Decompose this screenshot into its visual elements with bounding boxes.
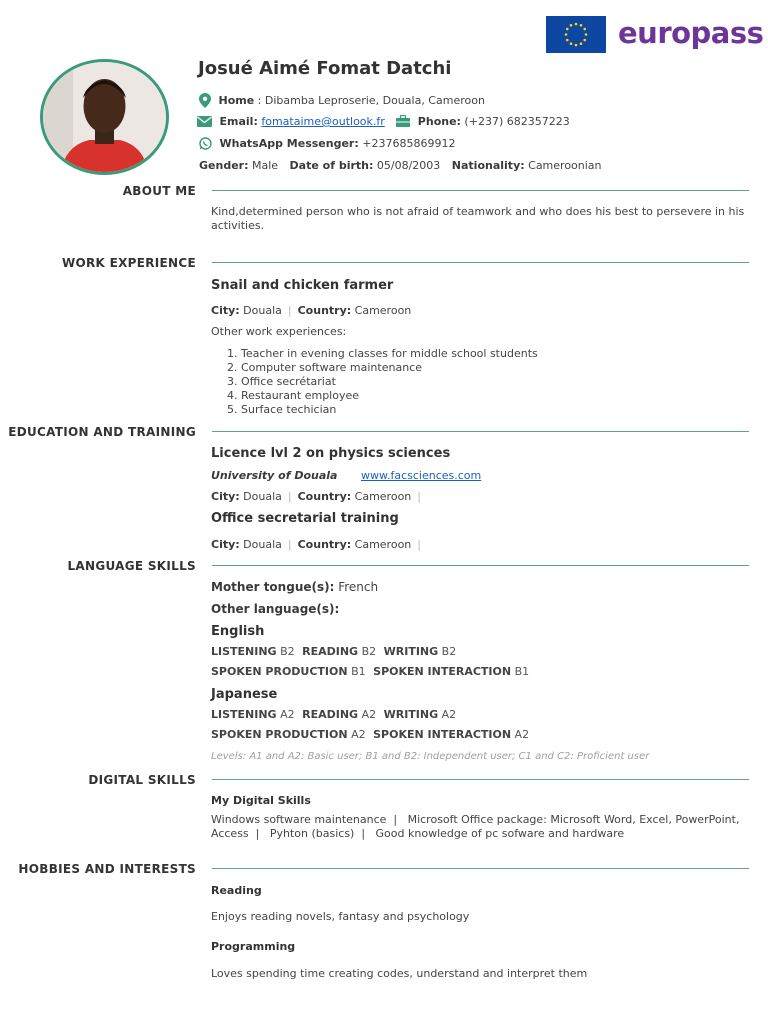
email-link[interactable]: fomataime@outlook.fr: [261, 115, 385, 128]
spoken-interaction-label: SPOKEN INTERACTION: [373, 728, 512, 741]
city-label: City:: [211, 538, 240, 551]
gender-value: Male: [248, 159, 279, 172]
section-divider: [212, 262, 749, 263]
mother-tongue-value: French: [334, 580, 379, 594]
reading-level: B2: [358, 645, 377, 658]
envelope-icon: [197, 116, 212, 127]
spoken-interaction-label: SPOKEN INTERACTION: [373, 665, 512, 678]
reading-label: READING: [302, 708, 359, 721]
section-divider: [212, 190, 749, 191]
language-name: Japanese: [211, 687, 278, 702]
section-title-hobbies: HOBBIES AND INTERESTS: [18, 862, 196, 876]
section-divider: [212, 565, 749, 566]
listening-label: LISTENING: [211, 645, 277, 658]
section-title-digital: DIGITAL SKILLS: [88, 773, 196, 787]
personal-info-row: [199, 159, 602, 172]
whatsapp-label: WhatsApp Messenger:: [219, 137, 359, 150]
language-name: English: [211, 624, 265, 639]
list-item: 1. Teacher in evening classes for middle school students: [241, 347, 538, 361]
city-label: City:: [211, 304, 240, 317]
language-levels-row: [211, 708, 456, 721]
phone-value: (+237) 682357223: [460, 115, 570, 128]
spoken-production-level: B1: [347, 665, 366, 678]
digital-skills-line: Access | Pyhton (basics) | Good knowledge of pc sofware and hardware: [211, 827, 625, 840]
home-row: [199, 93, 485, 108]
listening-level: B2: [276, 645, 295, 658]
city-value: Douala: [239, 490, 282, 503]
education-location: [211, 538, 427, 551]
email-label: Email:: [219, 115, 258, 128]
country-value: Cameroon: [351, 490, 412, 503]
europass-logo-text: europass: [618, 16, 764, 50]
degree-title: Office secretarial training: [211, 511, 399, 526]
separator: |: [417, 490, 421, 503]
spoken-production-label: SPOKEN PRODUCTION: [211, 728, 348, 741]
mother-tongue-label: Mother tongue(s):: [211, 580, 335, 594]
spoken-production-level: A2: [347, 728, 366, 741]
person-photo-icon: [43, 62, 166, 172]
digital-skills-line: Windows software maintenance | Microsoft Office package: Microsoft Word, Excel, PowerPoint,: [211, 813, 740, 826]
nationality-value: Cameroonian: [524, 159, 602, 172]
dob-value: 05/08/2003: [373, 159, 441, 172]
spoken-interaction-level: B1: [511, 665, 530, 678]
person-name: Josué Aimé Fomat Datchi: [198, 58, 452, 79]
country-value: Cameroon: [351, 304, 412, 317]
city-value: Douala: [239, 538, 282, 551]
institution-name: University of Douala: [211, 469, 338, 482]
city-value: Douala: [239, 304, 282, 317]
separator: |: [287, 304, 292, 317]
section-divider: [212, 779, 749, 780]
hobby-desc: Loves spending time creating codes, understand and interpret them: [211, 967, 588, 980]
whatsapp-row: [199, 137, 455, 150]
institution-link[interactable]: www.facsciences.com: [360, 469, 482, 482]
language-levels-row: [211, 728, 529, 741]
institution-row: [211, 469, 481, 482]
section-title-education: EDUCATION AND TRAINING: [8, 425, 196, 439]
briefcase-icon: [396, 115, 410, 127]
section-title-languages: LANGUAGE SKILLS: [67, 559, 196, 573]
job-title: Snail and chicken farmer: [211, 278, 394, 293]
hobby-name: Programming: [211, 940, 296, 953]
other-work-label: Other work experiences:: [211, 325, 347, 338]
listening-label: LISTENING: [211, 708, 277, 721]
city-label: City:: [211, 490, 240, 503]
europass-logo: [546, 16, 764, 54]
spoken-production-label: SPOKEN PRODUCTION: [211, 665, 348, 678]
home-label: Home: [218, 94, 255, 107]
list-item: 5. Surface techician: [241, 403, 538, 417]
job-location: [211, 304, 411, 317]
phone-label: Phone:: [417, 115, 461, 128]
other-languages-text: Other language(s):: [211, 602, 340, 616]
whatsapp-value: +237685869912: [358, 137, 456, 150]
other-languages-label: [211, 602, 339, 616]
section-divider: [212, 868, 749, 869]
writing-label: WRITING: [383, 708, 439, 721]
writing-label: WRITING: [383, 645, 439, 658]
separator: |: [287, 490, 292, 503]
education-location: [211, 490, 427, 503]
reading-label: READING: [302, 645, 359, 658]
section-divider: [212, 431, 749, 432]
levels-note: Levels: A1 and A2: Basic user; B1 and B2: Independent user; C1 and C2: Proficient user: [211, 751, 650, 762]
other-work-list: [211, 347, 538, 417]
digital-subtitle: My Digital Skills: [211, 794, 311, 807]
eu-flag-icon: [546, 16, 606, 53]
language-levels-row: [211, 665, 529, 678]
writing-level: A2: [438, 708, 457, 721]
list-item: 4. Restaurant employee: [241, 389, 538, 403]
email-phone-row: [197, 115, 570, 128]
dob-label: Date of birth:: [289, 159, 374, 172]
degree-title: Licence lvl 2 on physics sciences: [211, 446, 451, 461]
about-text: Kind,determined person who is not afraid of teamwork and who does his best to persevere in his activities.: [211, 205, 745, 232]
listening-level: A2: [276, 708, 295, 721]
reading-level: A2: [358, 708, 377, 721]
whatsapp-icon: [199, 137, 212, 150]
nationality-label: Nationality:: [451, 159, 525, 172]
avatar: [40, 59, 169, 175]
country-label: Country:: [297, 304, 352, 317]
separator: |: [417, 538, 421, 551]
separator: |: [287, 538, 292, 551]
section-title-work: WORK EXPERIENCE: [61, 256, 196, 270]
home-value: : Dibamba Leproserie, Douala, Cameroon: [254, 94, 485, 107]
country-label: Country:: [297, 538, 352, 551]
country-label: Country:: [297, 490, 352, 503]
writing-level: B2: [438, 645, 457, 658]
list-item: 2. Computer software maintenance: [241, 361, 538, 375]
hobby-name: Reading: [211, 884, 262, 897]
hobby-desc: Enjoys reading novels, fantasy and psychology: [211, 910, 470, 923]
section-title-about: ABOUT ME: [122, 184, 196, 198]
gender-label: Gender:: [199, 159, 249, 172]
location-pin-icon: [199, 93, 211, 108]
mother-tongue-row: [211, 580, 378, 594]
list-item: 3. Office secrétariat: [241, 375, 538, 389]
country-value: Cameroon: [351, 538, 412, 551]
language-levels-row: [211, 645, 456, 658]
spoken-interaction-level: A2: [511, 728, 530, 741]
